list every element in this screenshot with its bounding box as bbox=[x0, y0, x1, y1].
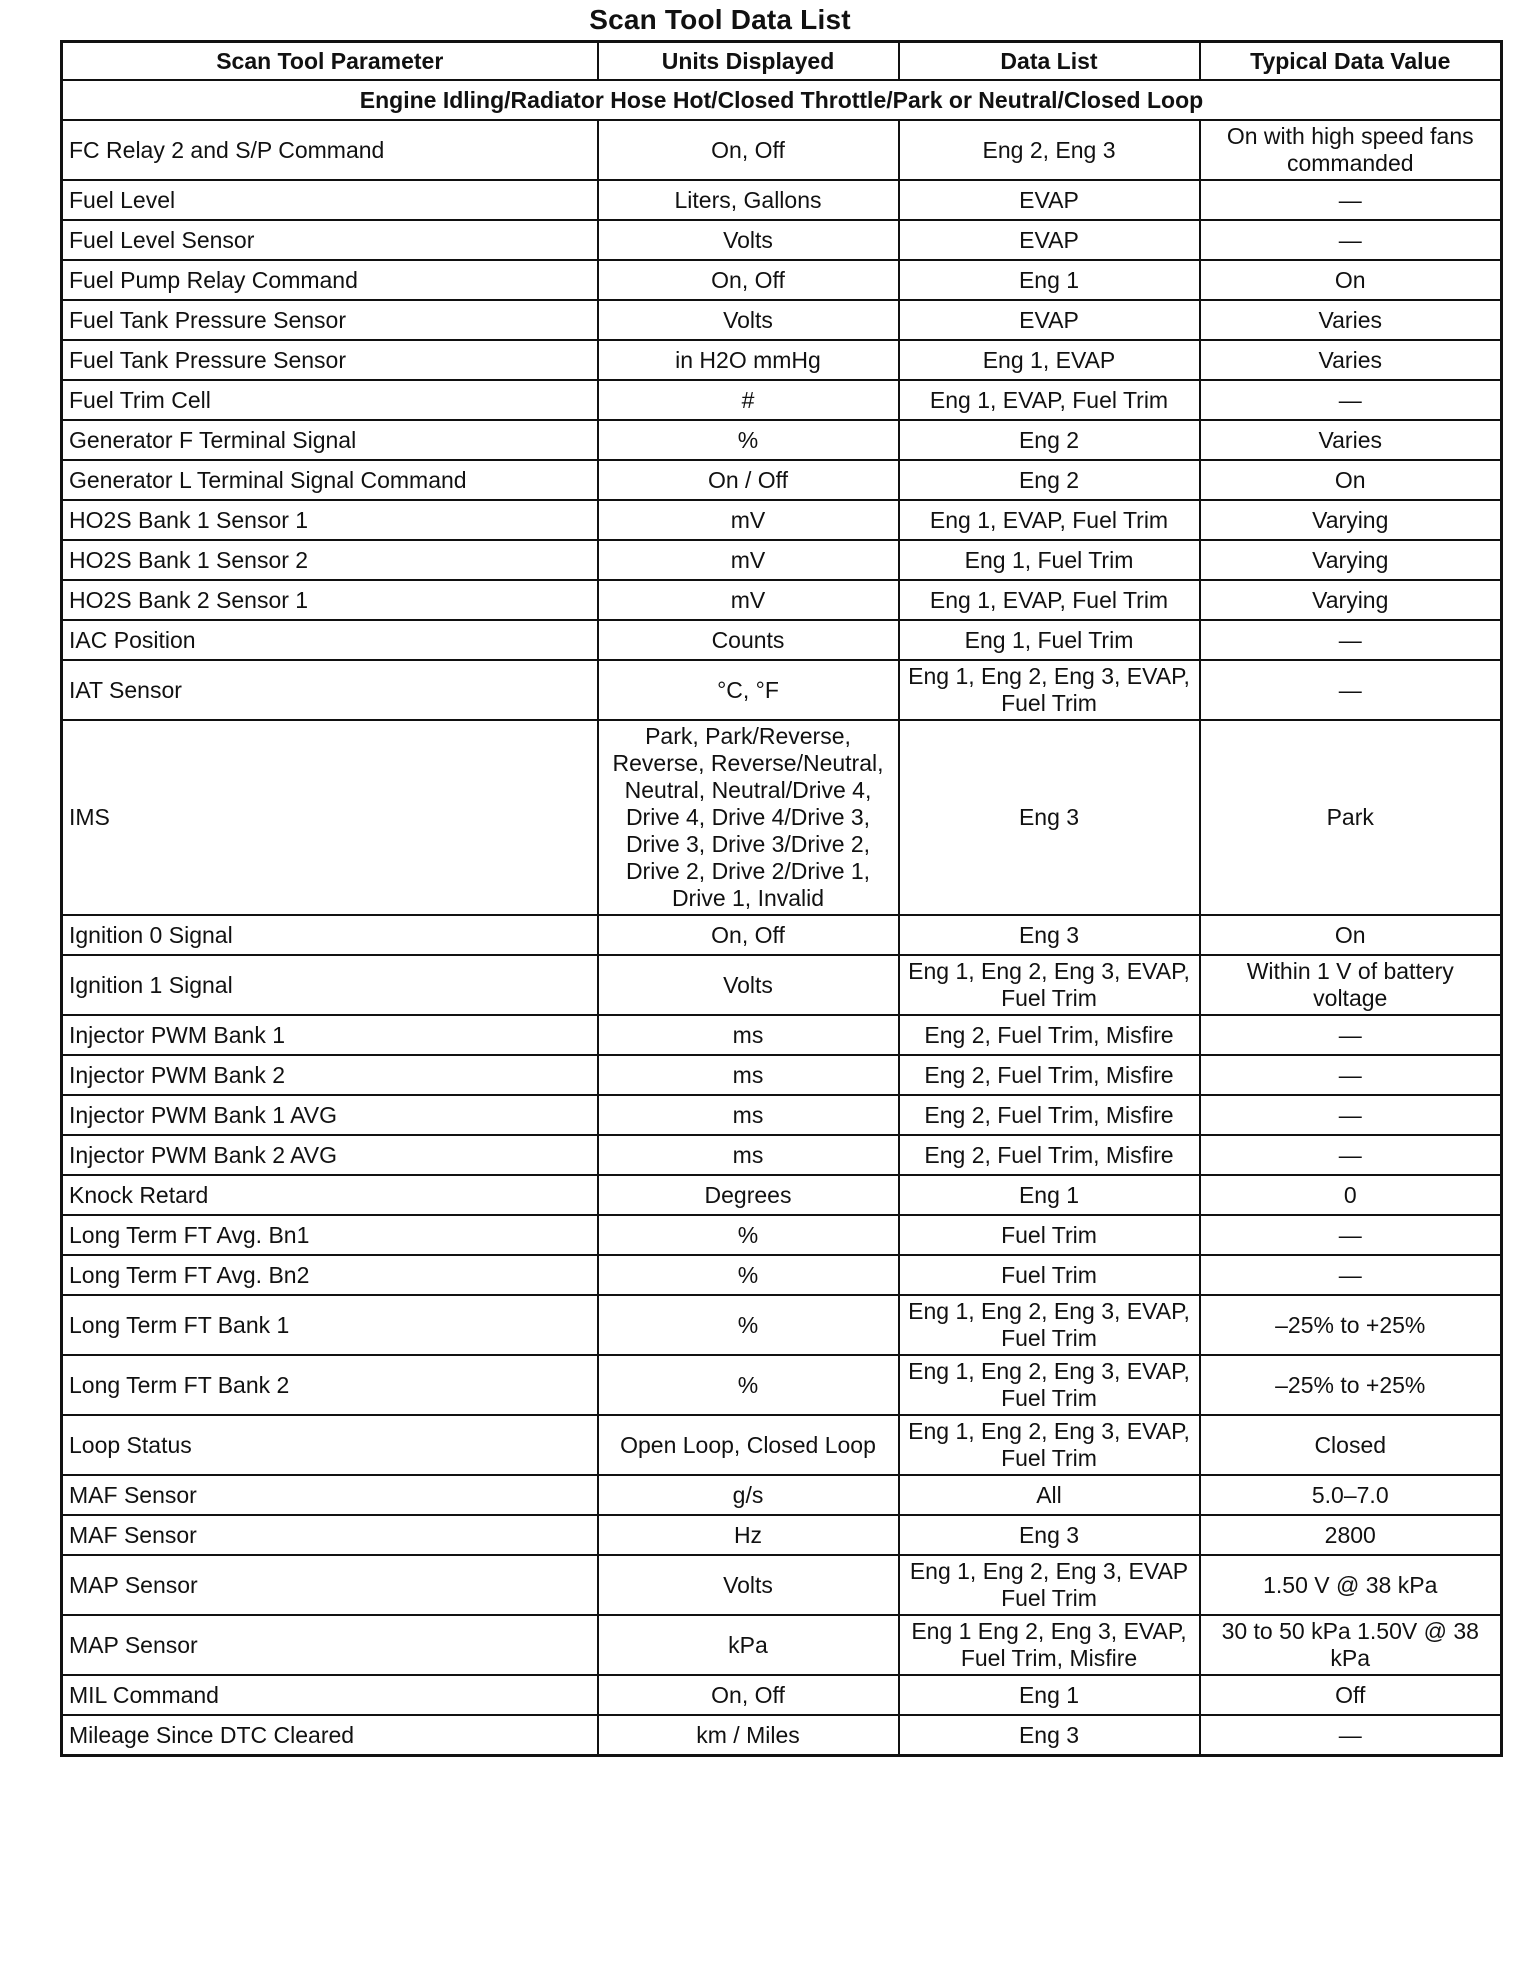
table-body bbox=[62, 80, 1502, 1756]
typical-value-cell: –25% to +25% bbox=[1200, 1295, 1502, 1355]
data-list-cell: Eng 2, Eng 3 bbox=[899, 120, 1200, 180]
table-row bbox=[62, 955, 1502, 1015]
units-cell: Degrees bbox=[598, 1175, 899, 1215]
data-list-cell: Eng 3 bbox=[899, 720, 1200, 915]
param-cell: Injector PWM Bank 2 AVG bbox=[62, 1135, 598, 1175]
table-row bbox=[62, 420, 1502, 460]
param-cell: Injector PWM Bank 2 bbox=[62, 1055, 598, 1095]
units-cell: On / Off bbox=[598, 460, 899, 500]
typical-value-cell: 5.0–7.0 bbox=[1200, 1475, 1502, 1515]
data-list-cell: Eng 2 bbox=[899, 460, 1200, 500]
column-header-data-list: Data List bbox=[899, 42, 1200, 81]
typical-value-cell: On bbox=[1200, 915, 1502, 955]
data-list-cell: All bbox=[899, 1475, 1200, 1515]
param-cell: Fuel Pump Relay Command bbox=[62, 260, 598, 300]
param-cell: Generator L Terminal Signal Command bbox=[62, 460, 598, 500]
data-list-cell: EVAP bbox=[899, 300, 1200, 340]
data-list-cell: Eng 1, Eng 2, Eng 3, EVAP, Fuel Trim bbox=[899, 955, 1200, 1015]
typical-value-cell: Park bbox=[1200, 720, 1502, 915]
table-row bbox=[62, 660, 1502, 720]
table-row bbox=[62, 1555, 1502, 1615]
page-title: Scan Tool Data List bbox=[589, 4, 851, 35]
column-header-typical-value: Typical Data Value bbox=[1200, 42, 1502, 81]
param-cell: Long Term FT Bank 1 bbox=[62, 1295, 598, 1355]
typical-value-cell: Varies bbox=[1200, 420, 1502, 460]
table-row bbox=[62, 1515, 1502, 1555]
scan-tool-data-table bbox=[60, 40, 1503, 1757]
typical-value-cell: Closed bbox=[1200, 1415, 1502, 1475]
units-cell: Volts bbox=[598, 220, 899, 260]
typical-value-cell: — bbox=[1200, 1255, 1502, 1295]
data-list-cell: Fuel Trim bbox=[899, 1255, 1200, 1295]
param-cell: Mileage Since DTC Cleared bbox=[62, 1715, 598, 1756]
param-cell: HO2S Bank 1 Sensor 1 bbox=[62, 500, 598, 540]
units-cell: Volts bbox=[598, 955, 899, 1015]
typical-value-cell: Varying bbox=[1200, 540, 1502, 580]
data-list-cell: Eng 2, Fuel Trim, Misfire bbox=[899, 1015, 1200, 1055]
data-list-cell: Eng 1, Eng 2, Eng 3, EVAP, Fuel Trim bbox=[899, 660, 1200, 720]
data-list-cell: Fuel Trim bbox=[899, 1215, 1200, 1255]
typical-value-cell: 1.50 V @ 38 kPa bbox=[1200, 1555, 1502, 1615]
param-cell: Loop Status bbox=[62, 1415, 598, 1475]
section-heading: Engine Idling/Radiator Hose Hot/Closed Throttle/Park or Neutral/Closed Loop bbox=[62, 80, 1502, 120]
units-cell: km / Miles bbox=[598, 1715, 899, 1756]
table-row bbox=[62, 380, 1502, 420]
table-row bbox=[62, 180, 1502, 220]
param-cell: Generator F Terminal Signal bbox=[62, 420, 598, 460]
data-list-cell: Eng 1 bbox=[899, 260, 1200, 300]
data-list-cell: Eng 1, Eng 2, Eng 3, EVAP, Fuel Trim bbox=[899, 1415, 1200, 1475]
table-row bbox=[62, 260, 1502, 300]
units-cell: °C, °F bbox=[598, 660, 899, 720]
units-cell: % bbox=[598, 1255, 899, 1295]
data-list-cell: Eng 1, EVAP bbox=[899, 340, 1200, 380]
data-list-cell: Eng 2 bbox=[899, 420, 1200, 460]
data-list-cell: Eng 1, Eng 2, Eng 3, EVAP Fuel Trim bbox=[899, 1555, 1200, 1615]
typical-value-cell: 30 to 50 kPa 1.50V @ 38 kPa bbox=[1200, 1615, 1502, 1675]
table-row bbox=[62, 1475, 1502, 1515]
table-row bbox=[62, 1135, 1502, 1175]
typical-value-cell: Varies bbox=[1200, 340, 1502, 380]
section-row bbox=[62, 80, 1502, 120]
param-cell: HO2S Bank 1 Sensor 2 bbox=[62, 540, 598, 580]
table-row bbox=[62, 915, 1502, 955]
table-row bbox=[62, 1715, 1502, 1756]
table-row bbox=[62, 720, 1502, 915]
units-cell: Liters, Gallons bbox=[598, 180, 899, 220]
table-row bbox=[62, 620, 1502, 660]
table-row bbox=[62, 1215, 1502, 1255]
units-cell: kPa bbox=[598, 1615, 899, 1675]
units-cell: in H2O mmHg bbox=[598, 340, 899, 380]
units-cell: % bbox=[598, 420, 899, 460]
units-cell: mV bbox=[598, 500, 899, 540]
data-list-cell: Eng 1 bbox=[899, 1675, 1200, 1715]
typical-value-cell: On bbox=[1200, 460, 1502, 500]
data-list-cell: Eng 3 bbox=[899, 1515, 1200, 1555]
typical-value-cell: — bbox=[1200, 1715, 1502, 1756]
data-list-cell: Eng 2, Fuel Trim, Misfire bbox=[899, 1135, 1200, 1175]
param-cell: Ignition 0 Signal bbox=[62, 915, 598, 955]
param-cell: Long Term FT Avg. Bn1 bbox=[62, 1215, 598, 1255]
units-cell: ms bbox=[598, 1135, 899, 1175]
data-list-cell: Eng 3 bbox=[899, 1715, 1200, 1756]
table-row bbox=[62, 1295, 1502, 1355]
param-cell: MAF Sensor bbox=[62, 1475, 598, 1515]
param-cell: MIL Command bbox=[62, 1675, 598, 1715]
column-header-parameter: Scan Tool Parameter bbox=[62, 42, 598, 81]
data-list-cell: Eng 1, Fuel Trim bbox=[899, 620, 1200, 660]
param-cell: IAT Sensor bbox=[62, 660, 598, 720]
data-list-cell: Eng 1 Eng 2, Eng 3, EVAP, Fuel Trim, Misfire bbox=[899, 1615, 1200, 1675]
table-row bbox=[62, 1615, 1502, 1675]
data-list-cell: EVAP bbox=[899, 220, 1200, 260]
param-cell: Fuel Level Sensor bbox=[62, 220, 598, 260]
units-cell: On, Off bbox=[598, 120, 899, 180]
typical-value-cell: — bbox=[1200, 1215, 1502, 1255]
param-cell: Fuel Level bbox=[62, 180, 598, 220]
typical-value-cell: — bbox=[1200, 620, 1502, 660]
table-row bbox=[62, 340, 1502, 380]
typical-value-cell: 0 bbox=[1200, 1175, 1502, 1215]
typical-value-cell: — bbox=[1200, 380, 1502, 420]
typical-value-cell: — bbox=[1200, 660, 1502, 720]
table-row bbox=[62, 1255, 1502, 1295]
param-cell: IMS bbox=[62, 720, 598, 915]
table-row bbox=[62, 1355, 1502, 1415]
units-cell: # bbox=[598, 380, 899, 420]
table-row bbox=[62, 1415, 1502, 1475]
typical-value-cell: Varies bbox=[1200, 300, 1502, 340]
table-row bbox=[62, 1015, 1502, 1055]
units-cell: % bbox=[598, 1215, 899, 1255]
units-cell: Park, Park/Reverse, Reverse, Reverse/Neutral, Neutral, Neutral/Drive 4, Drive 4, Drive 4/Drive 3, Drive 3, Drive 3/Drive 2, Drive 2, Drive 2/Drive 1, Drive 1, Invalid bbox=[598, 720, 899, 915]
table-row bbox=[62, 120, 1502, 180]
table-row bbox=[62, 220, 1502, 260]
data-list-cell: Eng 1, Fuel Trim bbox=[899, 540, 1200, 580]
param-cell: Knock Retard bbox=[62, 1175, 598, 1215]
data-list-cell: Eng 1, Eng 2, Eng 3, EVAP, Fuel Trim bbox=[899, 1295, 1200, 1355]
table-row bbox=[62, 1175, 1502, 1215]
typical-value-cell: — bbox=[1200, 1015, 1502, 1055]
units-cell: mV bbox=[598, 580, 899, 620]
typical-value-cell: On bbox=[1200, 260, 1502, 300]
typical-value-cell: Varying bbox=[1200, 580, 1502, 620]
data-list-cell: Eng 2, Fuel Trim, Misfire bbox=[899, 1095, 1200, 1135]
typical-value-cell: On with high speed fans commanded bbox=[1200, 120, 1502, 180]
units-cell: ms bbox=[598, 1095, 899, 1135]
param-cell: IAC Position bbox=[62, 620, 598, 660]
param-cell: MAP Sensor bbox=[62, 1555, 598, 1615]
table-row bbox=[62, 500, 1502, 540]
param-cell: MAF Sensor bbox=[62, 1515, 598, 1555]
param-cell: Fuel Tank Pressure Sensor bbox=[62, 340, 598, 380]
units-cell: mV bbox=[598, 540, 899, 580]
data-list-cell: Eng 1, EVAP, Fuel Trim bbox=[899, 500, 1200, 540]
param-cell: Ignition 1 Signal bbox=[62, 955, 598, 1015]
units-cell: Volts bbox=[598, 1555, 899, 1615]
param-cell: FC Relay 2 and S/P Command bbox=[62, 120, 598, 180]
column-header-units: Units Displayed bbox=[598, 42, 899, 81]
typical-value-cell: — bbox=[1200, 1095, 1502, 1135]
table-row bbox=[62, 1675, 1502, 1715]
typical-value-cell: — bbox=[1200, 1135, 1502, 1175]
units-cell: % bbox=[598, 1355, 899, 1415]
typical-value-cell: — bbox=[1200, 1055, 1502, 1095]
data-list-cell: EVAP bbox=[899, 180, 1200, 220]
units-cell: Volts bbox=[598, 300, 899, 340]
data-list-cell: Eng 1, EVAP, Fuel Trim bbox=[899, 580, 1200, 620]
units-cell: Hz bbox=[598, 1515, 899, 1555]
table-row bbox=[62, 1095, 1502, 1135]
table-row bbox=[62, 540, 1502, 580]
units-cell: On, Off bbox=[598, 1675, 899, 1715]
table-row bbox=[62, 460, 1502, 500]
table-header-row bbox=[62, 42, 1502, 81]
param-cell: Injector PWM Bank 1 AVG bbox=[62, 1095, 598, 1135]
data-list-cell: Eng 1, EVAP, Fuel Trim bbox=[899, 380, 1200, 420]
typical-value-cell: –25% to +25% bbox=[1200, 1355, 1502, 1415]
table-row bbox=[62, 1055, 1502, 1095]
param-cell: Injector PWM Bank 1 bbox=[62, 1015, 598, 1055]
units-cell: % bbox=[598, 1295, 899, 1355]
data-list-cell: Eng 1, Eng 2, Eng 3, EVAP, Fuel Trim bbox=[899, 1355, 1200, 1415]
param-cell: Fuel Tank Pressure Sensor bbox=[62, 300, 598, 340]
typical-value-cell: Within 1 V of battery voltage bbox=[1200, 955, 1502, 1015]
typical-value-cell: Off bbox=[1200, 1675, 1502, 1715]
units-cell: g/s bbox=[598, 1475, 899, 1515]
units-cell: Open Loop, Closed Loop bbox=[598, 1415, 899, 1475]
typical-value-cell: 2800 bbox=[1200, 1515, 1502, 1555]
typical-value-cell: Varying bbox=[1200, 500, 1502, 540]
data-list-cell: Eng 1 bbox=[899, 1175, 1200, 1215]
param-cell: MAP Sensor bbox=[62, 1615, 598, 1675]
param-cell: HO2S Bank 2 Sensor 1 bbox=[62, 580, 598, 620]
typical-value-cell: — bbox=[1200, 180, 1502, 220]
data-list-cell: Eng 3 bbox=[899, 915, 1200, 955]
typical-value-cell: — bbox=[1200, 220, 1502, 260]
param-cell: Long Term FT Avg. Bn2 bbox=[62, 1255, 598, 1295]
table-row bbox=[62, 580, 1502, 620]
units-cell: ms bbox=[598, 1015, 899, 1055]
units-cell: On, Off bbox=[598, 915, 899, 955]
units-cell: ms bbox=[598, 1055, 899, 1095]
data-list-cell: Eng 2, Fuel Trim, Misfire bbox=[899, 1055, 1200, 1095]
table-row bbox=[62, 300, 1502, 340]
param-cell: Long Term FT Bank 2 bbox=[62, 1355, 598, 1415]
units-cell: On, Off bbox=[598, 260, 899, 300]
param-cell: Fuel Trim Cell bbox=[62, 380, 598, 420]
units-cell: Counts bbox=[598, 620, 899, 660]
